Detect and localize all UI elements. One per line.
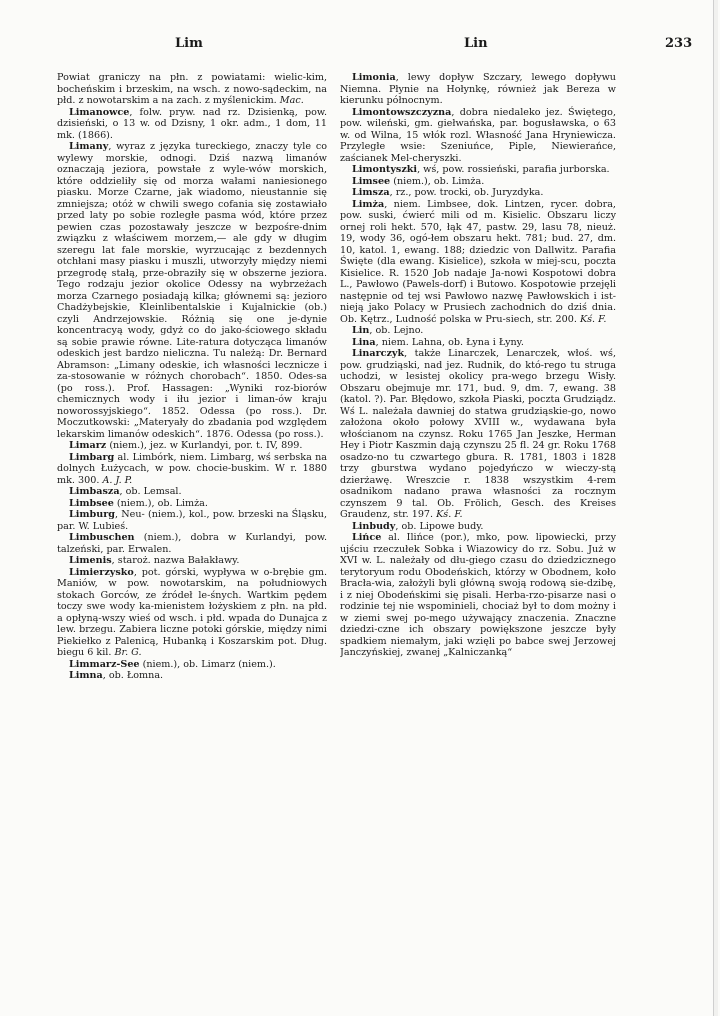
entry-text: (niem.), jez. w Kurlandyi, por. t. IV, 899. xyxy=(106,440,303,451)
entry-headword: Limbasza xyxy=(69,486,120,497)
dictionary-entry xyxy=(57,486,327,498)
entry-text: , ob. Lejno. xyxy=(369,325,424,336)
entry-headword: Linbudy xyxy=(352,520,396,532)
dictionary-entry xyxy=(340,107,616,165)
entry-headword: Limonia xyxy=(352,72,396,83)
entry-text: , rz., pow. trocki, ob. Juryzdyka. xyxy=(389,187,544,198)
entry-headword: Limontyszki xyxy=(352,164,418,175)
dictionary-entry xyxy=(57,509,327,532)
entry-text: (niem.), ob. Limża. xyxy=(113,497,208,509)
entry-headword: Limany xyxy=(69,141,109,152)
entry-text: (niem.), dobra w Kurlandyi, pow. talzeński, par. Erwalen. xyxy=(57,532,327,555)
entry-text: , Neu- (niem.), kol., pow. brzeski na Śląsku, par. W. Lubieś. xyxy=(57,509,327,532)
entry-signature: Kś. F. xyxy=(436,509,463,520)
entry-text: , wyraz z języka tureckiego, znaczy tyle co wylewy morskie, odnogi. Dziś nazwą limanów oznaczają jeziora, powstałe z wyle-wów morskich, które oddzieliły się od morza wałami naniesionego piasku. Morze Czarne, jak wiadomo, nieustannie się zmniejsza; otóż w chwili swego cofania się zostawiało przed laty po sobie rozległe pasma wód, które przez pewien czas pozostawały jeszcze w bezpośre-dnim związku z właściwem morzem,— ale gdy w długim szeregu lat fale morskie, wyrzucając z bezdennych otchłani masy piasku i muszli, utworzyły między niemi przegrodę stałą, prze-obraziły się w obszerne jeziora. Tego rodzaju jezior okolice Odessy na wybrzeżach morza Czarnego posiadają kilka; głównemi są: jezioro Chadżybejskie, Kleinlibentalskie i Kujalnickie (ob.) czyli Andrzejowskie. Różnią się one je-dynie koncentracyą wody, gdyż co do jako-ściowego składu są sobie prawie równe. Lite-ratura dotycząca limanów odeskich jest bardzo nieliczna. Tu należą: Dr. Bernard Abramson: „Limany odeskie, ich własności lecznicze i za-stosowanie w różnych chorobach“. 1850. Odes-sa (po ross.). Prof. Hassagen: „Wyniki roz-biorów chemicznych wody i iłu jezior i liman-ów kraju noworossyjskiego“. 1852. Odessa (po ross.). Dr. Moczutkowski: „Materyały do zbadania pod względem lekarskim limanów odeskich“. 1876. Odessa (po ross.). xyxy=(57,141,327,440)
right-column xyxy=(340,72,616,992)
entry-headword: Lina xyxy=(352,336,376,348)
left-column xyxy=(57,72,327,992)
dictionary-entry xyxy=(57,670,327,682)
entry-headword: Limsee xyxy=(352,175,391,187)
entry-text: , niem. Limbsee, dok. Lintzen, rycer. dobra, pow. suski, ćwierć mili od m. Kisielic. Obszaru liczy ornej roli hekt. 570, łąk 47, pastw. 29, lasu 78, nieuż. 19, wody 36, ogó-łem obszaru hekt. 781; bud. 27, dm. 10, katol. 1, ewang. 188; dziedzic von Dallwitz. Parafia Święte (dla ewang. Kisielice), szkoła w miej-scu, poczta Kisielice. R. 1520 Job nadaje Ja-nowi Kospotowi dobra L., Pawłowo (Pawels-dorf) i Butowo. Kospotowie przejęli następnie od tej wsi Pawłowo nazwę Pawłowskich i ist-nieją jako Polacy w Prusiech zachodnich do dziś dnia. Ob. Kętrz., Ludność polska w Pru-siech, str. 200. xyxy=(340,198,616,325)
dictionary-entry xyxy=(340,521,616,533)
entry-signature: Kś. F. xyxy=(579,313,607,325)
entry-text: al. Ilińce (por.), mko, pow. lipowiecki, przy ujściu rzeczułek Sobka i Wiazowicy do rz. Sobu. Już w XVI w. L. należały od dłu-giego czasu do dziedzicznego terytoryum rodu Obodeńskich, którzy w Obodnem, koło Bracła-wia, założyli byli główną swoją rodową sie-dzibę, i z niej Obodeńskimi się pisali. Herba-rzo-pisarze nasi o rodzinie tej nie wspominieli, chociaż był to dom możny i w ziemi swej po-mego używający znaczenia. Znaczne dziedzi-czne ich obszary powiększone jeszcze były spadkiem niemałym, jaki wzięli po babce swej Jerzowej Janczyńskiej, zwanej „Kalniczanką“ xyxy=(340,532,616,658)
entry-headword: Limarz xyxy=(69,440,107,451)
entry-text: , niem. Lahna, ob. Łyna i Łyny. xyxy=(375,336,524,348)
dictionary-entry xyxy=(340,176,616,188)
dictionary-entry xyxy=(340,72,616,107)
entry-text: , folw. pryw. nad rz. Dzisienką, pow. dzisieński, o 13 w. od Dzisny, 1 okr. adm., 1 dom, 11 mk. (1866). xyxy=(57,106,327,141)
entry-headword: Limierzysko xyxy=(69,566,134,578)
entry-headword: Lińce xyxy=(352,532,382,543)
dictionary-entry xyxy=(340,199,616,326)
entry-text: , lewy dopływ Szczary, lewego dopływu Niemna. Płynie na Hołynkę, również jak Bereza w kierunku północnym. xyxy=(340,72,616,106)
entry-text: , ob. Lemsal. xyxy=(119,486,182,497)
entry-headword: Linarczyk xyxy=(352,348,405,359)
entry-text: (niem.), ob. Limża. xyxy=(390,175,485,187)
entry-text: , także Linarczek, Lenarczek, włoś. wś, pow. grudziąski, nad jez. Rudnik, do któ-rego tu struga uchodzi, w lesistej okolicy pra-wego brzegu Wisły. Obszaru obejmuje mr. 171, bud. 9, dm. 7, ewang. 38 (katol. ?). Par. Błędowo, szkoła Piaski, poczta Grudziądz. Wś L. należała dawniej do statwa grudziąskie-go, nowo założona około połowy XVIII w., wydawana była włościanom na czynsz. Roku 1765 Jan Jeszke, Herman Hey i Piotr Kaszmin dają czynszu 25 fl. 24 gr. Roku 1768 osadzo-no tu czwartego gbura. R. 1781, 1803 i 1828 trzy gburstwa wydano pojedyńczo w wieczy-stą dzierżawę. Wreszcie r. 1838 wszystkim 4-rem osadnikom nadano prawa własności za rocznym czynszem 9 tal. Ob. Frölich, Gesch. des Kreises Graudenz, str. 197. xyxy=(340,348,616,520)
entry-headword: Limburg xyxy=(69,509,115,520)
dictionary-entry xyxy=(57,659,327,671)
entry-headword: Limsza xyxy=(352,187,390,198)
entry-text: , staroż. nazwa Bałakławy. xyxy=(111,555,240,566)
dictionary-entry xyxy=(57,452,327,487)
entry-signature: Br. G. xyxy=(114,647,142,658)
dictionary-entry xyxy=(57,440,327,452)
entry-text: , dobra niedaleko jez. Świętego, pow. wileński, gm. giełwańska, par. bogusławska, o 63 w. od Wilna, 15 włók rozl. Własność Jana Hryniewicza. Przyległe wsie: Szeniuńce, Piple, Niewierańce, zaścianek Mel-cheryszki. xyxy=(340,106,616,164)
header-right-guideword: Lin xyxy=(464,36,488,51)
dictionary-entry xyxy=(57,555,327,567)
entry-headword: Limenis xyxy=(69,555,112,566)
entry-text: , pot. górski, wypływa w o-brębie gm. Maniów, w pow. nowotarskim, na południowych stokach Gorców, ze źródeł le-śnych. Wartkim pędem toczy swe wody ka-mienistem łożyskiem z płn. na płd. a opłyną-wszy wieś od wsch. i płd. wpada do Dunajca z lew. brzegu. Zabiera liczne potoki górskie, między nimi Piekiełko z Palenicą, Hubanką i Koszarskim pot. Dług. biegu 6 kil. xyxy=(57,566,327,658)
entry-headword: Limanowce xyxy=(69,106,130,118)
dictionary-entry xyxy=(340,348,616,521)
page-header xyxy=(0,36,720,58)
page-edge xyxy=(713,0,718,1016)
entry-headword: Limbarg xyxy=(69,451,115,463)
entry-signature: A. J. P. xyxy=(102,474,133,486)
dictionary-entry xyxy=(340,187,616,199)
entry-headword: Limontowszczyzna xyxy=(352,106,452,118)
dictionary-entry xyxy=(57,72,327,107)
entry-headword: Lin xyxy=(352,325,370,336)
dictionary-entry xyxy=(57,107,327,142)
header-left-guideword: Lim xyxy=(175,36,203,51)
entry-text: (niem.), ob. Limarz (niem.). xyxy=(139,658,276,670)
entry-text: Powiat graniczy na płn. z powiatami: wielic-kim, bocheńskim i brzeskim, na wsch. z nowo-sądeckim, na płd. z nowotarskim a na zach. z myślenickim. xyxy=(57,72,327,106)
dictionary-entry xyxy=(57,567,327,659)
entry-signature: Mac. xyxy=(279,95,304,106)
dictionary-entry xyxy=(340,337,616,349)
dictionary-entry xyxy=(340,164,616,176)
entry-text: , ob. Łomna. xyxy=(102,670,164,681)
page-number: 233 xyxy=(665,36,693,51)
dictionary-entry xyxy=(340,532,616,659)
entry-headword: Limna xyxy=(69,670,103,681)
entry-headword: Limbsee xyxy=(69,497,114,509)
dictionary-entry xyxy=(57,498,327,510)
entry-headword: Limża xyxy=(352,198,385,210)
entry-text: , wś, pow. rossieński, parafia jurborska. xyxy=(417,164,610,175)
entry-text: al. Limbórk, niem. Limbarg, wś serbska na dolnych Łużycach, w pow. chocie-buskim. W r. 1880 mk. 300. xyxy=(57,451,327,486)
dictionary-entry xyxy=(57,141,327,440)
entry-headword: Limmarz-See xyxy=(69,658,140,670)
dictionary-entry xyxy=(340,325,616,337)
dictionary-entry xyxy=(57,532,327,555)
entry-text: , ob. Lipowe budy. xyxy=(395,520,484,532)
entry-headword: Limbuschen xyxy=(69,532,135,543)
